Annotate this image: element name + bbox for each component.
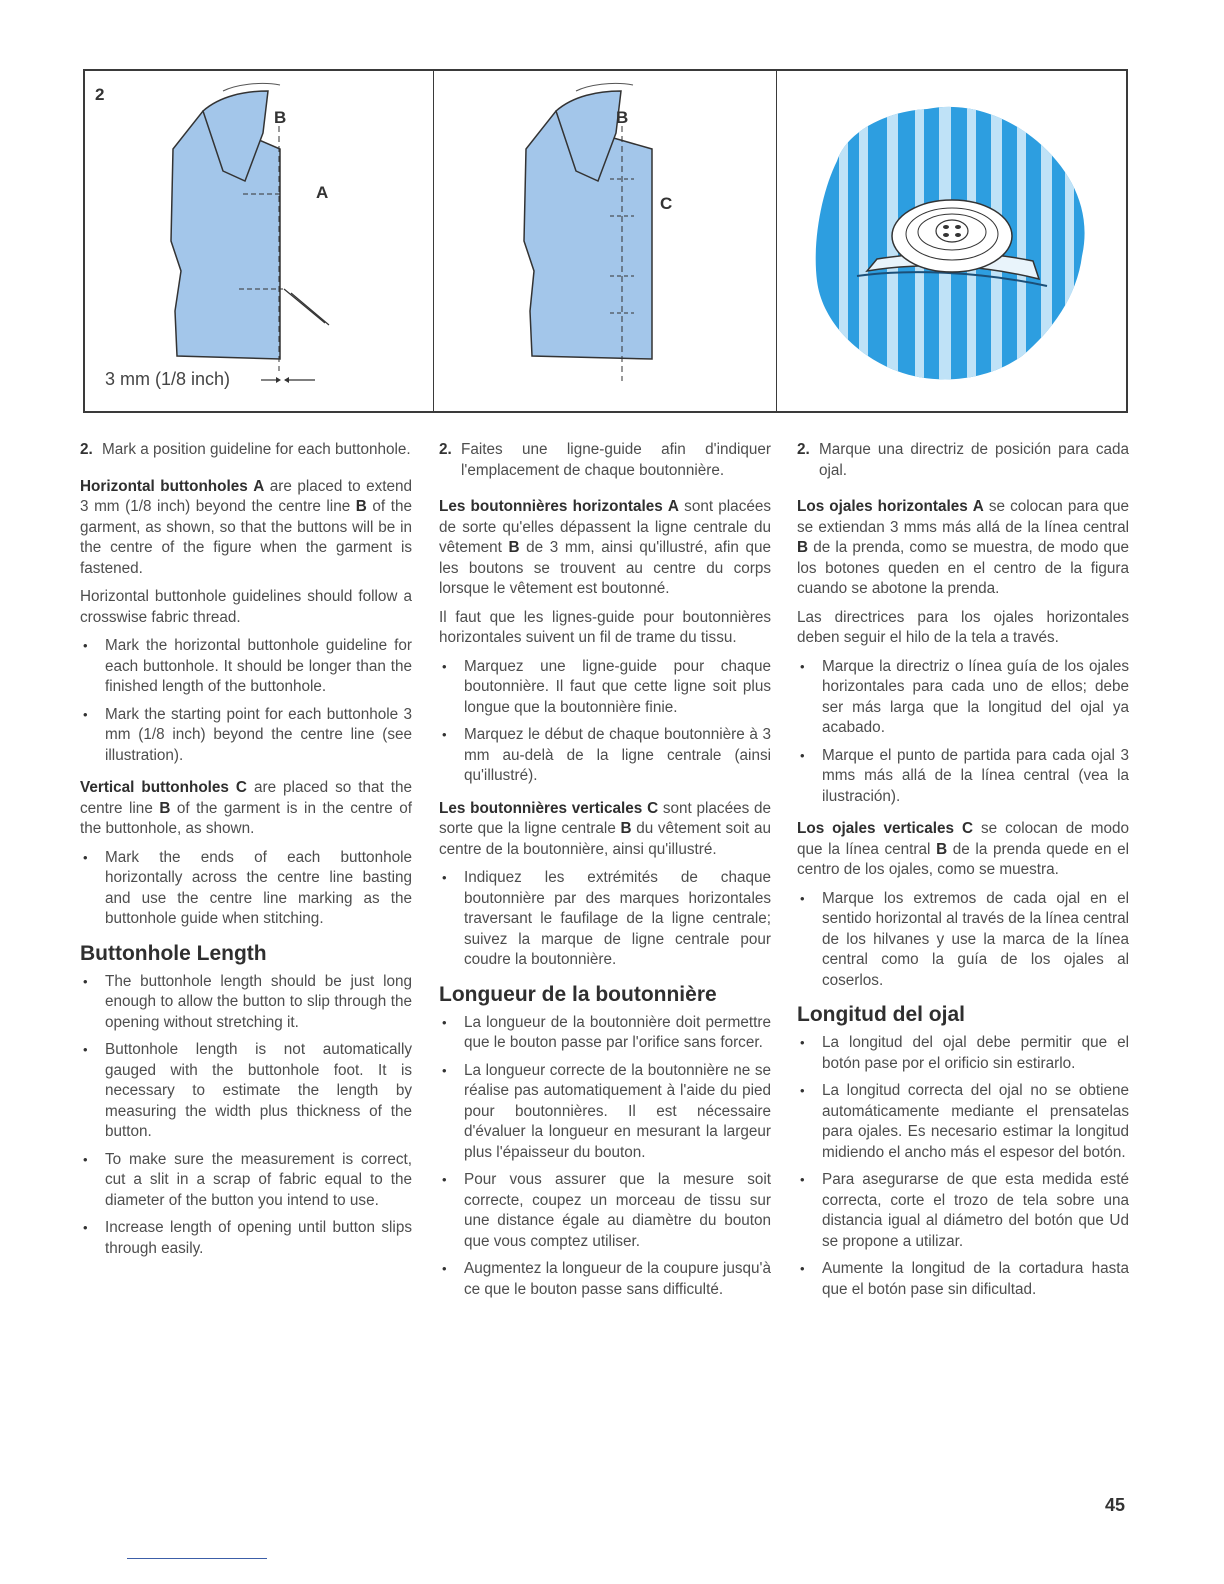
list-item: • La longitud del ojal debe permitir que el botón pase por el orificio sin estirarlo. xyxy=(797,1033,1129,1074)
vertical-buttonholes-para: Los ojales verticales C se colocan de modo que la línea central B de la prenda quede en el centro de los ojales, como se muestra. xyxy=(797,820,1129,878)
list-item: • Marque los extremos de cada ojal en el sentido horizontal al través de la línea central de los hilvanes y use la marca de la línea central como la guía de los ojales al coserlos. xyxy=(797,889,1129,992)
list-item: • Marquez le début de chaque boutonnière à 3 mm au-delà de la ligne centrale (ainsi qu'illustré). xyxy=(439,725,771,787)
list-item: • La longitud correcta del ojal no se obtiene automáticamente mediante el prensatelas para ojales. Es necesario estimar la longitud midiendo el ancho más el espesor del botón. xyxy=(797,1081,1129,1163)
list-item: • Buttonhole length is not automatically gauged with the buttonhole foot. It is necessary to estimate the length by measuring the width plus thickness of the button. xyxy=(80,1040,412,1143)
shirt-front-horizontal-illustration xyxy=(85,71,433,415)
step-2: 2. Mark a position guideline for each buttonhole. xyxy=(80,441,411,458)
label-b: B xyxy=(274,108,287,127)
section-heading: Longitud del ojal xyxy=(797,1003,965,1026)
list-item: • Augmentez la longueur de la coupure jusqu'à ce que le bouton passe sans difficulté. xyxy=(439,1259,771,1300)
list-item: • Marque la directriz o línea guía de los ojales horizontales para cada uno de ellos; debe ser más larga que la longitud del ojal ya acabado. xyxy=(797,657,1129,739)
figure-number: 2 xyxy=(95,85,105,104)
list-item: • Marque el punto de partida para cada ojal 3 mms más allá de la línea central (vea la ilustración). xyxy=(797,746,1129,808)
vertical-buttonholes-para: Les boutonnières verticales C sont placées de sorte que la ligne centrale B du vêtement soit au centre de la boutonnière, ainsi qu'illustré. xyxy=(439,799,771,858)
step-2: 2. Faites une ligne-guide afin d'indiquer l'emplacement de chaque boutonnière. xyxy=(439,441,771,479)
bullet-list-length xyxy=(80,972,412,1260)
list-item: • Increase length of opening until button slips through easily. xyxy=(80,1218,412,1259)
list-item: • The buttonhole length should be just long enough to allow the button to slip through the opening without stretching it. xyxy=(80,972,412,1034)
list-item: • Mark the horizontal buttonhole guideline for each buttonhole. It should be longer than the finished length of the buttonhole. xyxy=(80,636,412,698)
guidelines-para: Il faut que les lignes-guide pour boutonnières horizontales suivent un fil de trame du tissu. xyxy=(439,608,771,646)
list-item: • Marquez une ligne-guide pour chaque boutonnière. Il faut que cette ligne soit plus longue que la boutonnière finie. xyxy=(439,657,771,719)
section-heading: Longueur de la boutonnière xyxy=(439,982,717,1006)
column-spanish xyxy=(797,440,1129,1312)
section-heading: Buttonhole Length xyxy=(80,941,267,965)
list-item: • La longueur correcte de la boutonnière ne se réalise pas automatiquement à l'aide du pied pour boutonnières. Il est nécessaire d'évaluer la longueur en mesurant la largeur plus l'épaisseur du bouton. xyxy=(439,1061,771,1164)
figure-panel-button-test xyxy=(776,71,1126,411)
dimension-label: 3 mm (1/8 inch) xyxy=(105,369,231,389)
horizontal-buttonholes-para: Los ojales horizontales A se colocan para que se extiendan 3 mms más allá de la línea central B de la prenda, como se muestra, de modo que los botones queden en el centro de la figura cuando se abotone la prenda. xyxy=(797,498,1130,597)
step-2: 2. Marque una directriz de posición para cada ojal. xyxy=(797,441,1129,479)
guidelines-para: Horizontal buttonhole guidelines should follow a crosswise fabric thread. xyxy=(80,588,412,626)
column-french xyxy=(439,440,771,1312)
list-item: • Mark the ends of each buttonhole horizontally across the centre line basting and use the centre line marking as the buttonhole guide when stitching. xyxy=(80,848,412,930)
footer-rule xyxy=(127,1558,267,1559)
figure-panel-vertical xyxy=(433,71,776,411)
bullet-list-length xyxy=(797,1033,1129,1300)
bullet-list-horizontal xyxy=(797,657,1129,808)
list-item: • Mark the starting point for each buttonhole 3 mm (1/8 inch) beyond the centre line (see illustration). xyxy=(80,705,412,767)
bullet-list-vertical xyxy=(439,868,771,971)
vertical-buttonholes-para: Vertical buttonholes C are placed so that the centre line B of the garment is in the centre of the buttonhole, as shown. xyxy=(80,779,413,837)
shirt-front-vertical-illustration xyxy=(434,71,777,415)
list-item: • La longueur de la boutonnière doit permettre que le bouton passe par l'orifice sans forcer. xyxy=(439,1013,771,1054)
label-b: B xyxy=(616,108,629,127)
bullet-list-horizontal xyxy=(80,636,412,766)
figure-2 xyxy=(83,69,1128,413)
bullet-list-length xyxy=(439,1013,771,1301)
list-item: • Para asegurarse de que esta medida esté correcta, corte el trozo de tela sobre una distancia igual al diámetro del botón que Ud se propone a utilizar. xyxy=(797,1170,1129,1252)
label-a: A xyxy=(316,183,329,202)
guidelines-para: Las directrices para los ojales horizontales deben seguir el hilo de la tela a través. xyxy=(797,608,1129,646)
list-item: • Indiquez les extrémités de chaque boutonnière par des marques horizontales traversant le faufilage de la ligne centrale; suivez la marque de ligne centrale pour coudre la boutonnière. xyxy=(439,868,771,971)
button-icon xyxy=(892,200,1012,272)
bullet-list-vertical xyxy=(797,889,1129,992)
horizontal-buttonholes-para: Horizontal buttonholes A are placed to extend 3 mm (1/8 inch) beyond the centre line B of the garment, as shown, so that the buttons will be in the centre of the figure when the garment is fastened. xyxy=(80,477,413,577)
bullet-list-vertical xyxy=(80,848,412,930)
button-fabric-illustration xyxy=(777,71,1129,415)
label-c: C xyxy=(660,194,673,213)
figure-panel-horizontal xyxy=(85,71,433,411)
bullet-list-horizontal xyxy=(439,657,771,787)
page-number: 45 xyxy=(1105,1495,1126,1515)
horizontal-buttonholes-para: Les boutonnières horizontales A sont placées de sorte qu'elles dépassent la ligne centrale du vêtement B de 3 mm, ainsi qu'illustré, afin que les boutons se trouvent au centre du corps lorsque le vêtement est boutonné. xyxy=(439,498,772,597)
list-item: • Aumente la longitud de la cortadura hasta que el botón pase sin dificultad. xyxy=(797,1259,1129,1300)
list-item: • To make sure the measurement is correct, cut a slit in a scrap of fabric equal to the diameter of the button you intend to use. xyxy=(80,1150,412,1212)
column-english xyxy=(80,440,412,1271)
list-item: • Pour vous assurer que la mesure soit correcte, coupez un morceau de tissu sur une distance égale au diamètre du bouton que vous comptez utiliser. xyxy=(439,1170,771,1252)
